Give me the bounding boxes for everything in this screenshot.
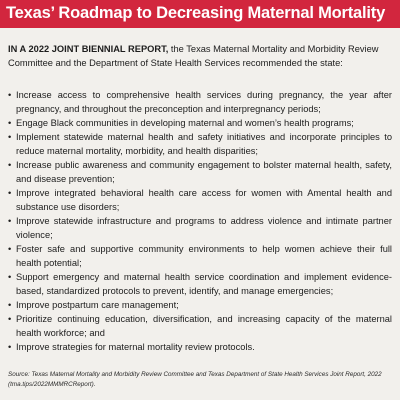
list-item: • Implement statewide maternal health and safety initiatives and incorporate principles to reduce maternal mortality, morbidity, and health disparities; — [8, 130, 392, 158]
list-item: • Increase public awareness and community engagement to bolster maternal health, safety, and disease prevention; — [8, 158, 392, 186]
source-note: Source: Texas Maternal Mortality and Morbidity Review Committee and Texas Department of State Health Services Joint Report, 2022 (tma.tips/2022MMMRCReport). — [8, 371, 382, 388]
list-item: • Increase access to comprehensive health services during pregnancy, the year after pregnancy, and throughout the preconception and interpregnancy periods; — [8, 88, 392, 116]
list-item: • Improve integrated behavioral health care access for women with Amental health and substance use disorders; — [8, 186, 392, 214]
title-banner — [0, 0, 400, 28]
intro-text: the Texas Maternal Mortality and Morbidity Review Committee and the Department of State Health Services recommended the state: — [8, 44, 379, 68]
list-item: • Prioritize continuing education, diversification, and increasing capacity of the maternal health workforce; and — [8, 312, 392, 340]
recommendation-list — [8, 88, 392, 354]
list-item: • Foster safe and supportive community environments to help women achieve their full health potential; — [8, 242, 392, 270]
list-item: • Improve postpartum care management; — [8, 298, 392, 312]
intro-paragraph — [8, 42, 388, 70]
list-item: • Improve strategies for maternal mortality review protocols. — [8, 340, 392, 354]
intro-lead: IN A 2022 JOINT BIENNIAL REPORT, — [8, 44, 169, 54]
list-item: • Engage Black communities in developing maternal and women’s health programs; — [8, 116, 392, 130]
page-title: Texas’ Roadmap to Decreasing Maternal Mortality — [6, 4, 386, 22]
list-item: • Improve statewide infrastructure and programs to address violence and intimate partner violence; — [8, 214, 392, 242]
list-item: • Support emergency and maternal health service coordination and implement evidence-based, standardized protocols to prevent, identify, and manage emergencies; — [8, 270, 392, 298]
